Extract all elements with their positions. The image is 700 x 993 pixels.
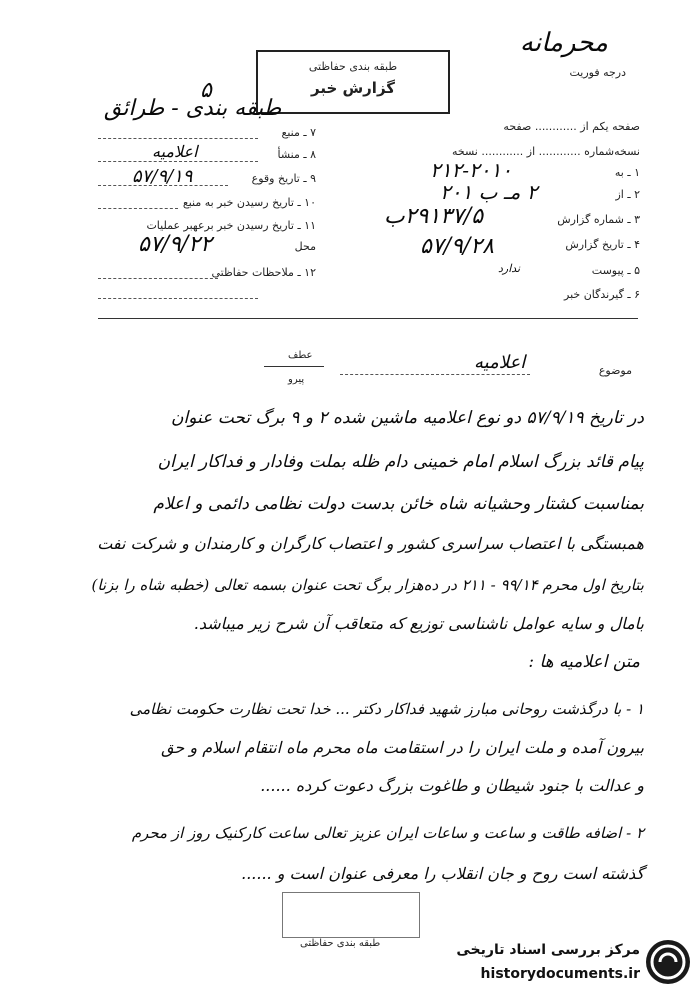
- body-line-3: بمناسبت کشتار وحشیانه شاه خائن بدست دولت نظامی دائمی و اعلام: [153, 494, 644, 514]
- field-3-value: ۲۹۱۳۷/۵ب: [384, 204, 484, 229]
- subject-value: اعلامیه: [474, 352, 526, 373]
- field-2-label: ۲ ـ از: [615, 188, 640, 201]
- item-1-line-2: بیرون آمده و ملت ایران را در استقامت ماه محرم ماه انتقام اسلام و حق: [161, 738, 644, 757]
- page-field: صفحه یکم از ............ صفحه: [503, 120, 640, 133]
- field-10-line: [98, 208, 178, 209]
- item-2-line-1: ۲ - اضافه طاقت و ساعت و ساعات ایران عزیز تعالی ساعت کارکنیک روز از محرم: [131, 824, 644, 842]
- field-10-label: ۱۰ ـ تاریخ رسیدن خبر به منبع: [182, 196, 316, 209]
- field-3-label: ۳ ـ شماره گزارش: [557, 213, 640, 226]
- field-11-place-label: محل: [294, 240, 316, 253]
- bottom-stamp-label: طبقه بندی حفاظتی: [300, 938, 381, 949]
- field-9-value: ۵۷/۹/۱۹: [132, 166, 193, 187]
- header-separator: [98, 318, 638, 319]
- field-12-label: ۱۲ ـ ملاحظات حفاظتی: [211, 266, 316, 279]
- classification-handwritten: محرمانه: [519, 28, 608, 58]
- atf-divider: [264, 366, 324, 367]
- field-11-value: ۵۷/۹/۲۲: [138, 232, 212, 257]
- peyro-label: پیرو: [288, 374, 305, 385]
- field-6-label: ۶ ـ گیرندگان خبر: [564, 288, 640, 301]
- item-2-line-2: گذشته است روح و جان انقلاب را معرفی عنوان است و ......: [241, 864, 644, 883]
- bottom-stamp-box: [282, 892, 420, 938]
- stamp-line-1: طبقه بندی حفاظتی: [308, 60, 398, 73]
- field-11-label: ۱۱ ـ تاریخ رسیدن خبر برعهبر عملیات: [146, 219, 316, 232]
- watermark: [414, 940, 694, 990]
- field-5-label: ۵ ـ پیوست: [591, 264, 640, 277]
- field-1-value: ۲۱۲-۲۰۱۰: [430, 158, 512, 182]
- field-5-value: ندارد: [498, 262, 521, 275]
- top-left-handwritten: طبقه بندی - طرائق: [104, 96, 282, 121]
- copy-field: نسخه‌شماره ............ از ............ نسخه: [451, 145, 640, 158]
- subject-line: [340, 374, 530, 375]
- text-heading: متن اعلامیه ها :: [528, 652, 640, 672]
- body-line-5: بتاریخ اول محرم ۹۹/۱۴ - ۲۱۱ در ده‌هزار برگ تحت عنوان بسمه تعالی (خطبه شاه را بزنا): [91, 576, 644, 594]
- field-8-line: [98, 161, 258, 162]
- field-8-label: ۸ ـ منشأ: [277, 148, 316, 161]
- field-1-label: ۱ ـ به: [614, 166, 640, 179]
- watermark-title: مرکز بررسی اسناد تاریخی: [456, 942, 640, 958]
- field-4-value: ۵۷/۹/۲۸: [420, 234, 494, 259]
- archive-logo-icon: [646, 940, 690, 984]
- field-4-label: ۴ ـ تاریخ گزارش: [565, 238, 640, 251]
- urgency-label: درجه فوریت: [569, 66, 626, 79]
- subject-label: موضوع: [598, 364, 632, 377]
- body-line-6: بامال و سایه عوامل ناشناسی توزیع که متعاقب آن شرح زیر میباشد.: [193, 614, 644, 633]
- body-line-2: پیام قائد بزرگ اسلام امام خمینی دام ظله بملت وفادار و فداکار ایران: [157, 452, 644, 472]
- field-12-line: [98, 278, 218, 279]
- field-7-line: [98, 138, 258, 139]
- field-8-value: اعلامیه: [152, 142, 198, 161]
- field-7-label: ۷ ـ منبع: [281, 126, 316, 139]
- body-line-1: در تاریخ ۵۷/۹/۱۹ دو نوع اعلامیه ماشین شده ۲ و ۹ برگ تحت عنوان: [171, 408, 644, 428]
- field-9-label: ۹ ـ تاریخ وقوع: [251, 172, 316, 185]
- atf-label: عطف: [288, 350, 313, 361]
- field-2-value: ۲ مـ ب ۲۰۱: [440, 180, 538, 204]
- classification-stamp: [256, 50, 450, 114]
- body-line-4: همبستگی با اعتصاب سراسری کشور و اعتصاب کارگران و کارمندان و شرکت نفت: [97, 534, 644, 553]
- top-left-digit: ۵: [200, 78, 212, 103]
- item-1-line-1: ۱ - با درگذشت روحانی مبارز شهید فداکار دکتر ... خدا تحت نظارت حکومت نظامی: [129, 700, 644, 718]
- stamp-line-2: گزارش خبر: [310, 79, 396, 97]
- watermark-url: historydocuments.ir: [480, 966, 640, 982]
- item-1-line-3: و عدالت با جنود شیطان و طاغوت بزرگ دعوت کرده ......: [260, 776, 644, 795]
- field-12-line-2: [98, 298, 258, 299]
